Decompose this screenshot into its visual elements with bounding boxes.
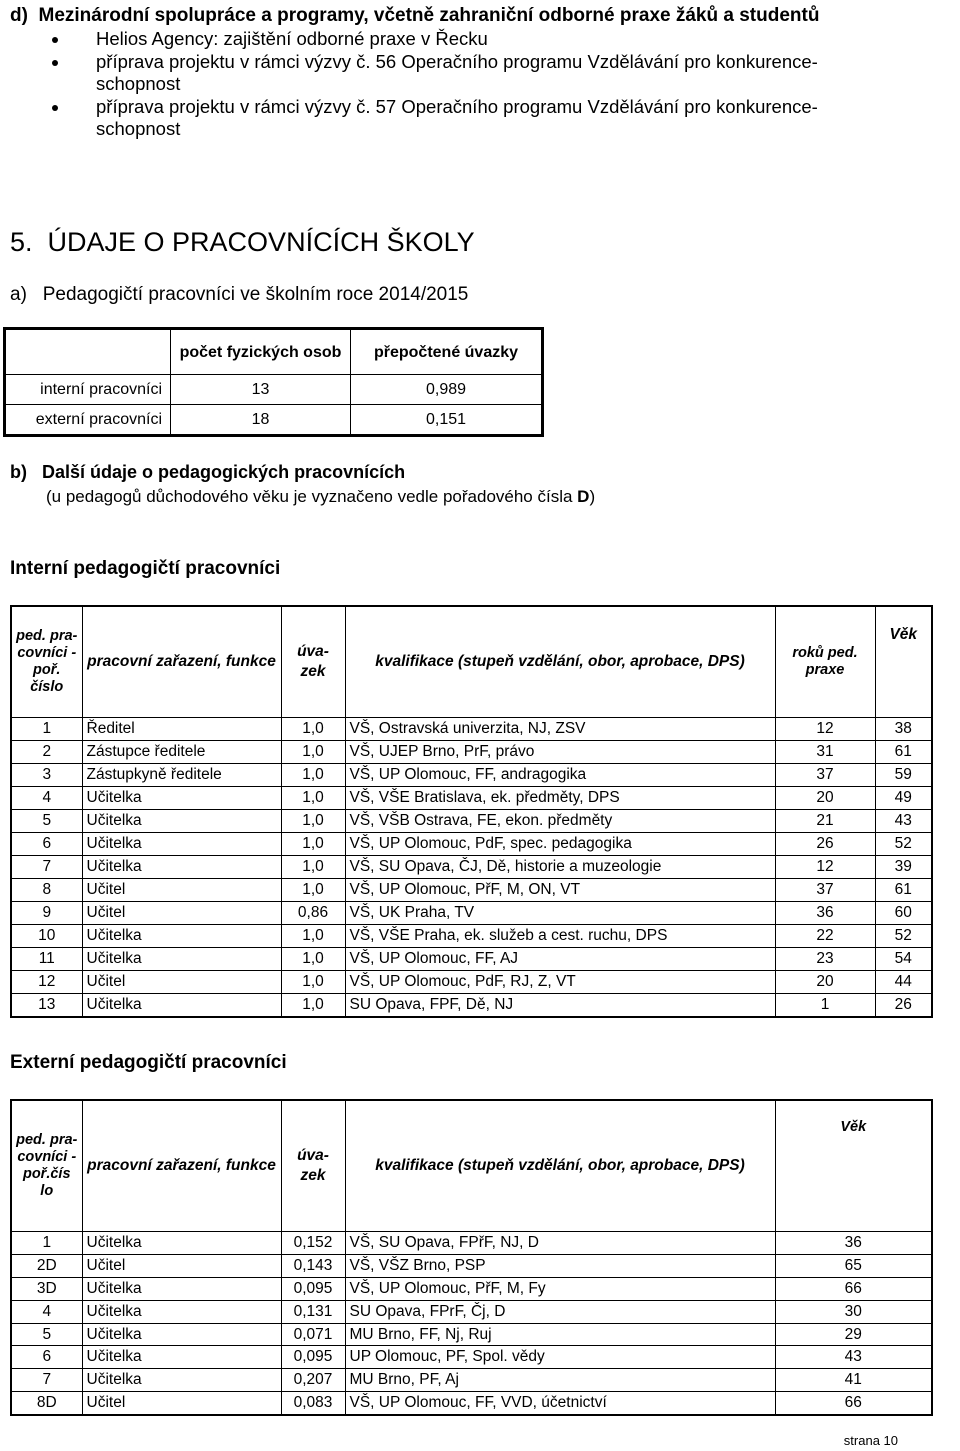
external-cell: 66 (775, 1392, 932, 1415)
bullet-item (48, 51, 948, 96)
internal-cell: 36 (775, 902, 875, 925)
external-cell: 8D (11, 1392, 82, 1415)
internal-cell: Učitelka (82, 925, 281, 948)
internal-row (11, 787, 932, 810)
internal-cell: Učitelka (82, 856, 281, 879)
internal-row (11, 971, 932, 994)
section-d-bullet-list (48, 28, 948, 141)
external-cell: 43 (775, 1346, 932, 1369)
internal-cell: VŠ, UP Olomouc, FF, AJ (345, 948, 775, 971)
internal-cell: Učitel (82, 902, 281, 925)
external-cell: Učitel (82, 1392, 281, 1415)
internal-cell: 60 (875, 902, 932, 925)
bullet-item (48, 28, 948, 51)
summary-row (5, 405, 543, 436)
internal-cell: 13 (11, 994, 82, 1018)
internal-cell: 1,0 (281, 810, 345, 833)
internal-cell: 6 (11, 833, 82, 856)
internal-row (11, 948, 932, 971)
internal-cell: 9 (11, 902, 82, 925)
internal-cell: 26 (775, 833, 875, 856)
external-cell: Učitelka (82, 1369, 281, 1392)
bullet-line: příprava projektu v rámci výzvy č. 56 Operačního programu Vzdělávání pro konkurence- (96, 50, 818, 72)
internal-cell: 43 (875, 810, 932, 833)
bullet-line: schopnost (96, 118, 181, 139)
internal-cell: 12 (775, 856, 875, 879)
external-cell: VŠ, UP Olomouc, FF, VVD, účetnictví (345, 1392, 775, 1415)
internal-cell: 54 (875, 948, 932, 971)
internal-staff-title: Interní pedagogičtí pracovníci (10, 558, 281, 579)
internal-row (11, 810, 932, 833)
external-cell: 0,095 (281, 1277, 345, 1300)
internal-cell: 22 (775, 925, 875, 948)
internal-cell: VŠ, UP Olomouc, PdF, spec. pedagogika (345, 833, 775, 856)
internal-cell: VŠ, UP Olomouc, PdF, RJ, Z, VT (345, 971, 775, 994)
external-cell: Učitelka (82, 1346, 281, 1369)
external-header-cell: pracovní zařazení, funkce (82, 1100, 281, 1232)
external-header-row (11, 1100, 932, 1232)
internal-cell: 39 (875, 856, 932, 879)
internal-cell: 1,0 (281, 879, 345, 902)
external-cell: MU Brno, PF, Aj (345, 1369, 775, 1392)
internal-header-cell: Věk (875, 606, 932, 718)
internal-header-cell: úva-zek (281, 606, 345, 718)
external-cell: 0,143 (281, 1254, 345, 1277)
internal-cell: VŠ, VŠB Ostrava, FE, ekon. předměty (345, 810, 775, 833)
internal-cell: 4 (11, 787, 82, 810)
external-row (11, 1392, 932, 1415)
internal-cell: VŠ, Ostravská univerzita, NJ, ZSV (345, 718, 775, 741)
external-cell: UP Olomouc, PF, Spol. vědy (345, 1346, 775, 1369)
internal-cell: 1,0 (281, 787, 345, 810)
external-cell: 29 (775, 1323, 932, 1346)
summary-cell: 0,151 (351, 405, 543, 436)
internal-cell: 1,0 (281, 994, 345, 1018)
external-cell: 0,083 (281, 1392, 345, 1415)
external-cell: VŠ, SU Opava, FPřF, NJ, D (345, 1232, 775, 1255)
summary-cell: interní pracovníci (5, 375, 171, 405)
internal-row (11, 741, 932, 764)
internal-cell: 1,0 (281, 948, 345, 971)
internal-cell: Učitel (82, 879, 281, 902)
internal-row (11, 764, 932, 787)
internal-cell: SU Opava, FPF, Dě, NJ (345, 994, 775, 1018)
external-cell: Učitelka (82, 1232, 281, 1255)
internal-cell: 1,0 (281, 833, 345, 856)
bullet-dot-icon (52, 37, 58, 43)
bullet-line: příprava projektu v rámci výzvy č. 57 Operačního programu Vzdělávání pro konkurence- (96, 95, 818, 117)
external-cell: 4 (11, 1300, 82, 1323)
internal-cell: 7 (11, 856, 82, 879)
external-cell: VŠ, VŠZ Brno, PSP (345, 1254, 775, 1277)
summary-header-cell: přepočtené úvazky (351, 329, 543, 375)
summary-header-cell (5, 329, 171, 375)
internal-cell: Zástupce ředitele (82, 741, 281, 764)
external-row (11, 1232, 932, 1255)
note-mark: D (577, 487, 590, 506)
summary-cell: 0,989 (351, 375, 543, 405)
internal-cell: 44 (875, 971, 932, 994)
internal-header-cell: kvalifikace (stupeň vzdělání, obor, aprobace, DPS) (345, 606, 775, 718)
external-header-cell: Věk (775, 1100, 932, 1232)
external-cell: 0,095 (281, 1346, 345, 1369)
internal-cell: Učitelka (82, 833, 281, 856)
internal-cell: 1,0 (281, 718, 345, 741)
summary-row (5, 375, 543, 405)
bullet-line: Helios Agency: zajištění odborné praxe v Řecku (96, 28, 488, 49)
external-cell: 0,131 (281, 1300, 345, 1323)
internal-cell: 1,0 (281, 764, 345, 787)
internal-cell: 37 (775, 879, 875, 902)
note-text: (u pedagogů důchodového věku je vyznačeno vedle pořadového čísla (46, 487, 578, 506)
internal-cell: VŠ, VŠE Praha, ek. služeb a cest. ruchu, DPS (345, 925, 775, 948)
external-cell: MU Brno, FF, Nj, Ruj (345, 1323, 775, 1346)
summary-cell: 13 (171, 375, 351, 405)
external-staff-table (10, 1099, 933, 1416)
internal-cell: 61 (875, 741, 932, 764)
external-staff-title: Externí pedagogičtí pracovníci (10, 1052, 287, 1073)
external-cell: 7 (11, 1369, 82, 1392)
external-cell: SU Opava, FPrF, Čj, D (345, 1300, 775, 1323)
internal-header-cell: ped. pra-covníci - poř. číslo (11, 606, 82, 718)
internal-cell: 1 (775, 994, 875, 1018)
external-header-cell: úva-zek (281, 1100, 345, 1232)
external-cell: 6 (11, 1346, 82, 1369)
bullet-dot-icon (52, 105, 58, 111)
external-cell: 30 (775, 1300, 932, 1323)
internal-cell: 61 (875, 879, 932, 902)
external-cell: 41 (775, 1369, 932, 1392)
internal-cell: VŠ, SU Opava, ČJ, Dě, historie a muzeologie (345, 856, 775, 879)
external-row (11, 1369, 932, 1392)
internal-cell: VŠ, VŠE Bratislava, ek. předměty, DPS (345, 787, 775, 810)
external-cell: 0,207 (281, 1369, 345, 1392)
internal-cell: 59 (875, 764, 932, 787)
internal-cell: 31 (775, 741, 875, 764)
internal-cell: Učitelka (82, 948, 281, 971)
external-row (11, 1300, 932, 1323)
internal-cell: Učitelka (82, 810, 281, 833)
internal-cell: 0,86 (281, 902, 345, 925)
internal-cell: Učitelka (82, 787, 281, 810)
internal-header-row (11, 606, 932, 718)
internal-cell: 3 (11, 764, 82, 787)
external-cell: 36 (775, 1232, 932, 1255)
external-row (11, 1277, 932, 1300)
internal-cell: 52 (875, 925, 932, 948)
internal-cell: 1 (11, 718, 82, 741)
internal-cell: 1,0 (281, 971, 345, 994)
page-number: strana 10 (843, 1433, 898, 1448)
internal-cell: 5 (11, 810, 82, 833)
external-header-cell: kvalifikace (stupeň vzdělání, obor, aprobace, DPS) (345, 1100, 775, 1232)
external-cell: 65 (775, 1254, 932, 1277)
internal-cell: 12 (775, 718, 875, 741)
internal-cell: 11 (11, 948, 82, 971)
external-row (11, 1346, 932, 1369)
internal-row (11, 925, 932, 948)
external-cell: Učitel (82, 1254, 281, 1277)
internal-cell: 49 (875, 787, 932, 810)
internal-row (11, 833, 932, 856)
external-cell: 5 (11, 1323, 82, 1346)
external-cell: Učitelka (82, 1300, 281, 1323)
chapter-title: 5. ÚDAJE O PRACOVNÍCÍCH ŠKOLY (10, 227, 475, 257)
bullet-line: schopnost (96, 73, 181, 94)
internal-cell: 2 (11, 741, 82, 764)
internal-row (11, 994, 932, 1018)
internal-cell: 23 (775, 948, 875, 971)
internal-cell: Zástupkyně ředitele (82, 764, 281, 787)
summary-table (3, 327, 544, 437)
section-d-title: d) Mezinárodní spolupráce a programy, včetně zahraniční odborné praxe žáků a studentů (10, 5, 820, 26)
internal-cell: VŠ, UK Praha, TV (345, 902, 775, 925)
summary-cell: externí pracovníci (5, 405, 171, 436)
internal-cell: 26 (875, 994, 932, 1018)
external-row (11, 1323, 932, 1346)
summary-header-cell: počet fyzických osob (171, 329, 351, 375)
internal-header-cell: roků ped. praxe (775, 606, 875, 718)
external-cell: VŠ, UP Olomouc, PřF, M, Fy (345, 1277, 775, 1300)
internal-row (11, 902, 932, 925)
external-cell: 1 (11, 1232, 82, 1255)
internal-cell: 38 (875, 718, 932, 741)
external-cell: 2D (11, 1254, 82, 1277)
summary-header-row (5, 329, 543, 375)
external-cell: Učitelka (82, 1323, 281, 1346)
internal-cell: 21 (775, 810, 875, 833)
internal-cell: Ředitel (82, 718, 281, 741)
note-end: ) (589, 487, 596, 506)
subsection-b-title: b) Další údaje o pedagogických pracovnících (10, 462, 406, 482)
subsection-a-title: a) Pedagogičtí pracovníci ve školním roce 2014/2015 (10, 284, 469, 305)
external-cell: 0,152 (281, 1232, 345, 1255)
internal-header-cell: pracovní zařazení, funkce (82, 606, 281, 718)
internal-cell: 37 (775, 764, 875, 787)
external-cell: 3D (11, 1277, 82, 1300)
internal-cell: Učitelka (82, 994, 281, 1018)
internal-cell: 8 (11, 879, 82, 902)
internal-cell: 12 (11, 971, 82, 994)
internal-cell: 52 (875, 833, 932, 856)
subsection-b-note (46, 486, 595, 508)
internal-cell: VŠ, UJEP Brno, PrF, právo (345, 741, 775, 764)
external-cell: Učitelka (82, 1277, 281, 1300)
internal-cell: 1,0 (281, 741, 345, 764)
internal-row (11, 856, 932, 879)
internal-staff-table (10, 605, 933, 1018)
internal-cell: 1,0 (281, 856, 345, 879)
internal-cell: 10 (11, 925, 82, 948)
bullet-dot-icon (52, 60, 58, 66)
summary-cell: 18 (171, 405, 351, 436)
external-row (11, 1254, 932, 1277)
internal-cell: 20 (775, 787, 875, 810)
bullet-item (48, 96, 948, 141)
internal-cell: VŠ, UP Olomouc, PřF, M, ON, VT (345, 879, 775, 902)
internal-cell: VŠ, UP Olomouc, FF, andragogika (345, 764, 775, 787)
external-header-cell: ped. pra-covníci - poř.čís lo (11, 1100, 82, 1232)
internal-row (11, 879, 932, 902)
internal-row (11, 718, 932, 741)
external-cell: 66 (775, 1277, 932, 1300)
external-cell: 0,071 (281, 1323, 345, 1346)
internal-cell: 1,0 (281, 925, 345, 948)
internal-cell: 20 (775, 971, 875, 994)
internal-cell: Učitel (82, 971, 281, 994)
